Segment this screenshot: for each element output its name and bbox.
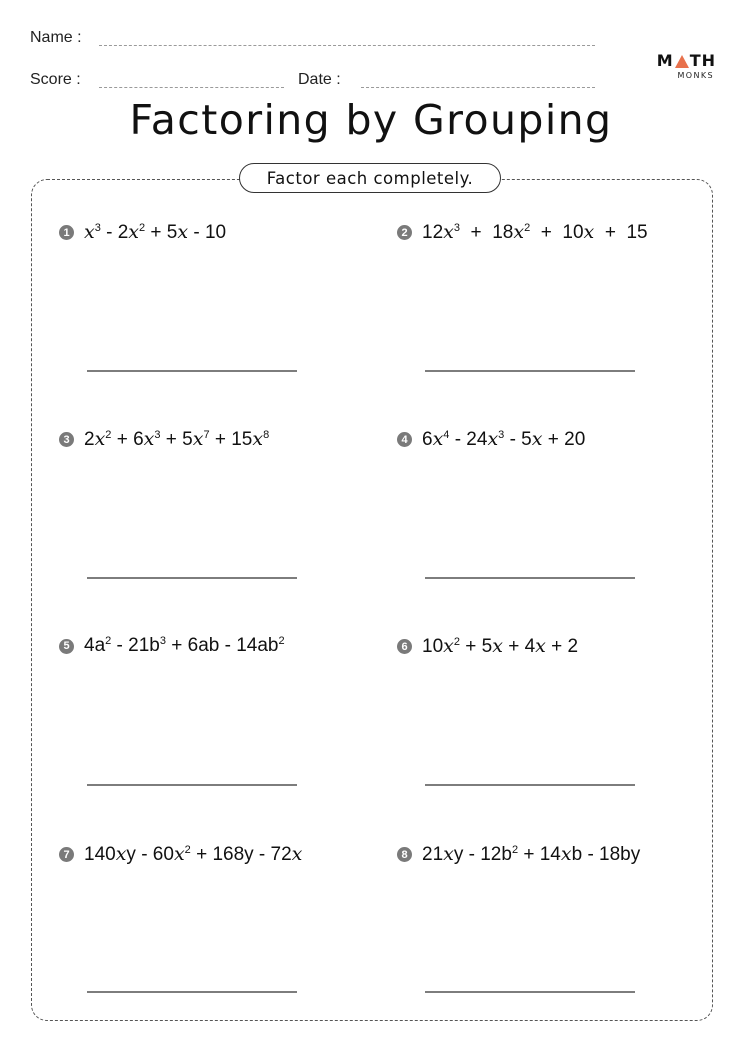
problem-number-badge: 2 <box>397 225 412 240</box>
problem-7 <box>59 843 302 866</box>
problem-expression: $12x^3 + 18x^2 + 10x + 15$ <box>422 221 648 243</box>
problem-expression: $21xy - 12b^2 + 14xb - 18by$ <box>422 843 641 865</box>
problem-number-badge: 7 <box>59 847 74 862</box>
problems-box <box>31 179 713 1021</box>
problem-3 <box>59 428 269 451</box>
problem-expression: $4a^2 - 21b^3 + 6ab - 14ab^2$ <box>84 635 285 656</box>
triangle-icon <box>675 55 689 68</box>
name-label: Name : <box>30 29 82 46</box>
problem-number-badge: 4 <box>397 432 412 447</box>
math-monks-logo <box>656 52 716 80</box>
answer-line-2[interactable] <box>425 370 635 372</box>
problem-number-badge: 8 <box>397 847 412 862</box>
problem-expression: $140xy - 60x^2 + 168y - 72x$ <box>84 843 303 865</box>
answer-line-7[interactable] <box>87 991 297 993</box>
date-field[interactable] <box>361 87 595 88</box>
problem-expression: $2x^2 + 6x^3 + 5x^7 + 15x^8$ <box>84 428 270 450</box>
date-label: Date : <box>298 71 341 88</box>
answer-line-1[interactable] <box>87 370 297 372</box>
problem-number-badge: 3 <box>59 432 74 447</box>
answer-line-8[interactable] <box>425 991 635 993</box>
problem-6 <box>397 635 578 658</box>
problem-8 <box>397 843 640 866</box>
score-label: Score : <box>30 71 81 88</box>
logo-letter-m: M <box>656 51 674 70</box>
problem-expression: $10x^2 + 5x + 4x + 2$ <box>422 635 579 657</box>
worksheet-title: Factoring by Grouping <box>129 96 613 144</box>
problem-expression: $6x^4 - 24x^3 - 5x + 20$ <box>422 428 586 450</box>
score-field[interactable] <box>99 87 284 88</box>
answer-line-6[interactable] <box>425 784 635 786</box>
problem-1 <box>59 221 226 244</box>
logo-subtitle: MONKS <box>677 71 714 80</box>
problem-number-badge: 1 <box>59 225 74 240</box>
name-field[interactable] <box>99 45 595 46</box>
problem-2 <box>397 221 648 244</box>
problem-5 <box>59 635 285 657</box>
problem-expression: $x^3 - 2x^2 + 5x - 10$ <box>84 221 227 243</box>
problem-number-badge: 6 <box>397 639 412 654</box>
instruction-pill: Factor each completely. <box>239 163 501 193</box>
logo-letters-th: TH <box>689 51 716 70</box>
answer-line-3[interactable] <box>87 577 297 579</box>
answer-line-4[interactable] <box>425 577 635 579</box>
answer-line-5[interactable] <box>87 784 297 786</box>
problem-4 <box>397 428 585 451</box>
problem-number-badge: 5 <box>59 639 74 654</box>
